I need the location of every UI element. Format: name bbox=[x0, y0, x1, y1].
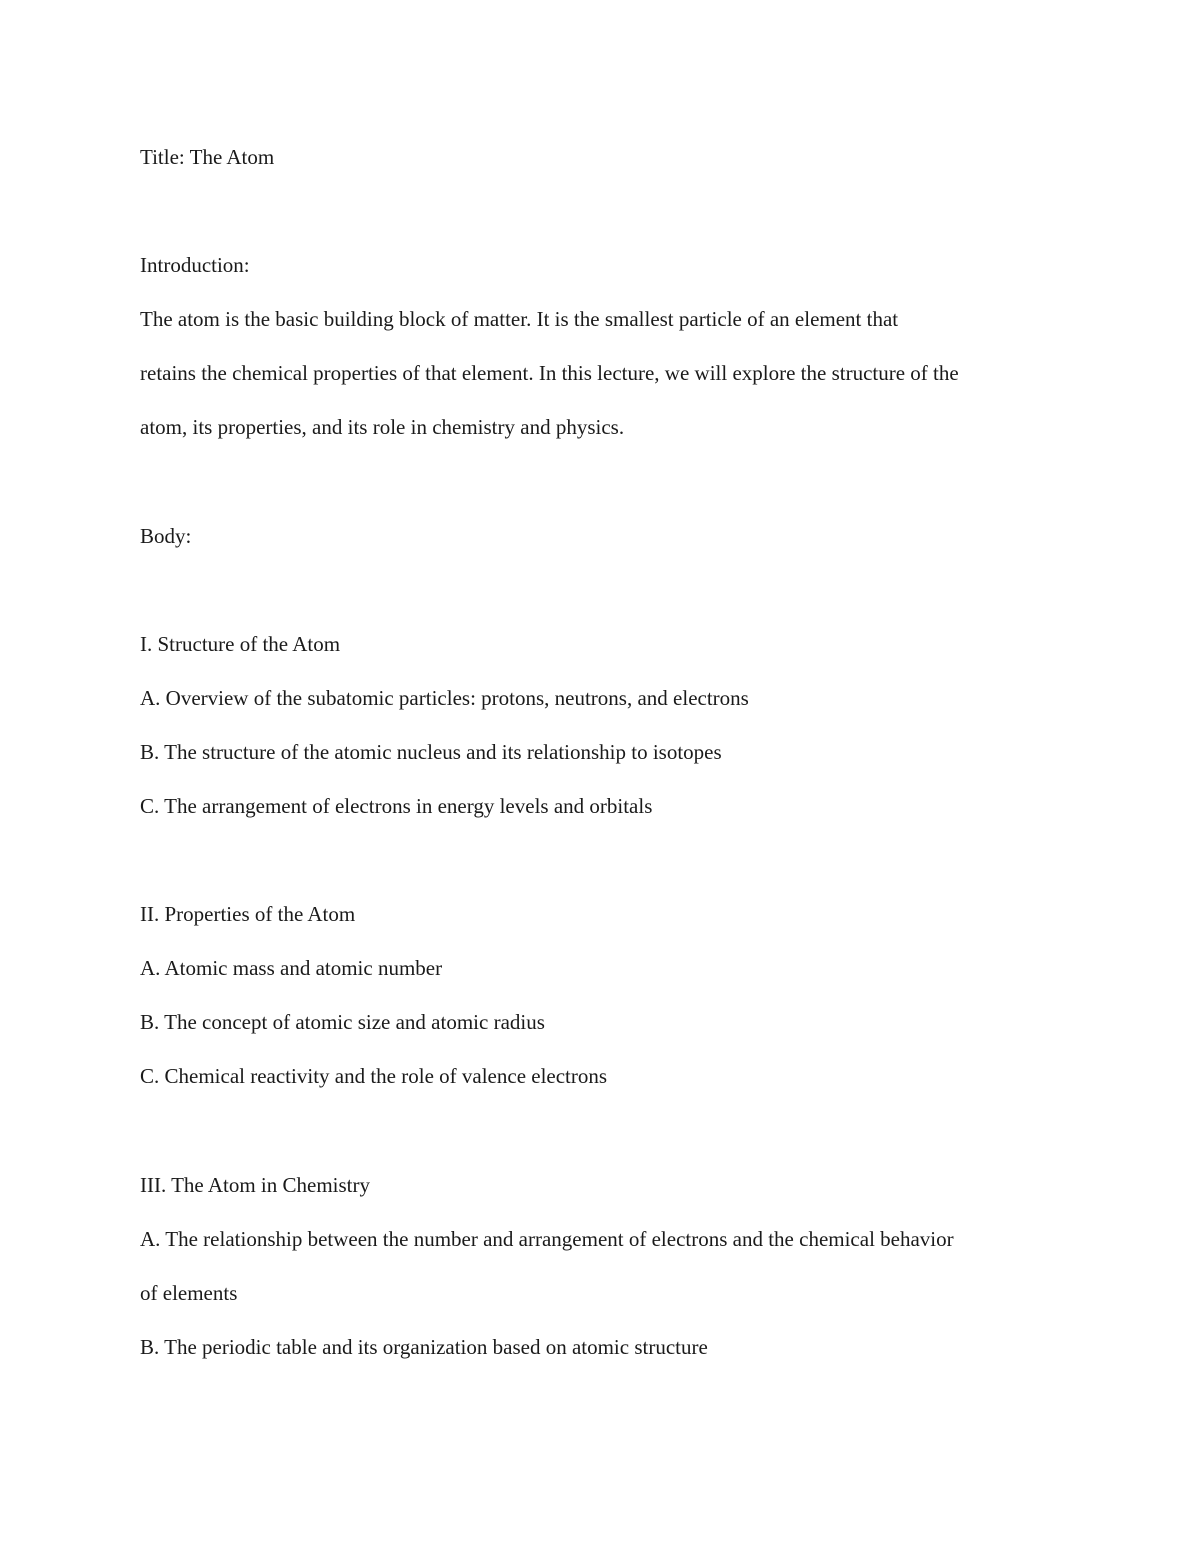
introduction-line-2: retains the chemical properties of that element. In this lecture, we will explore the structure of the bbox=[140, 361, 959, 385]
introduction-heading: Introduction: bbox=[140, 253, 250, 277]
section-2-heading: II. Properties of the Atom bbox=[140, 902, 356, 926]
section-2-item-a: A. Atomic mass and atomic number bbox=[140, 956, 443, 980]
section-2-item-b: B. The concept of atomic size and atomic radius bbox=[140, 1010, 545, 1034]
section-1-heading: I. Structure of the Atom bbox=[140, 632, 341, 656]
section-1-item-a: A. Overview of the subatomic particles: protons, neutrons, and electrons bbox=[140, 686, 749, 710]
section-3-heading: III. The Atom in Chemistry bbox=[140, 1173, 371, 1197]
section-1-item-b: B. The structure of the atomic nucleus and its relationship to isotopes bbox=[140, 740, 722, 764]
body-heading: Body: bbox=[140, 524, 192, 548]
document-title: Title: The Atom bbox=[140, 145, 275, 169]
introduction-line-1: The atom is the basic building block of matter. It is the smallest particle of an element that bbox=[140, 307, 899, 331]
section-3-item-a: A. The relationship between the number and arrangement of electrons and the chemical behavior bbox=[140, 1227, 954, 1251]
section-2-item-c: C. Chemical reactivity and the role of valence electrons bbox=[140, 1064, 608, 1088]
section-3-item-b: B. The periodic table and its organization based on atomic structure bbox=[140, 1335, 708, 1359]
section-1-item-c: C. The arrangement of electrons in energy levels and orbitals bbox=[140, 794, 653, 818]
introduction-line-3: atom, its properties, and its role in chemistry and physics. bbox=[140, 415, 625, 439]
section-3-item-a-continued: of elements bbox=[140, 1281, 238, 1305]
